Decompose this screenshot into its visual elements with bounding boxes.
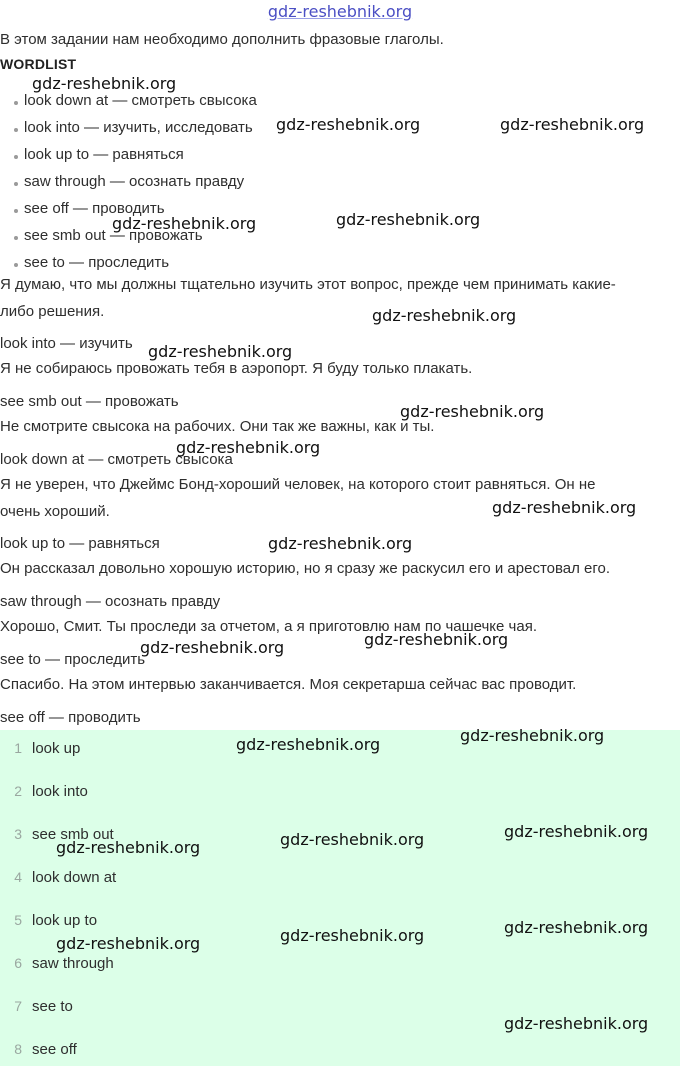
watermark: gdz-reshebnik.org: [236, 735, 381, 754]
exercise-answer: see to — проследить: [0, 651, 146, 668]
watermark: gdz-reshebnik.org: [364, 630, 509, 649]
answer-text: look into: [32, 783, 88, 800]
exercise-sentence: Я не собираюсь провожать тебя в аэропорт. Я буду только плакать.: [0, 360, 473, 377]
answer-text: look up: [32, 740, 81, 757]
bullet-icon: [14, 209, 18, 213]
bullet-icon: [14, 101, 18, 105]
answer-text: see smb out: [32, 826, 114, 843]
watermark: gdz-reshebnik.org: [148, 342, 293, 361]
watermark: gdz-reshebnik.org: [112, 214, 257, 233]
watermark: gdz-reshebnik.org: [460, 726, 605, 745]
wordlist-item: look down at — смотреть свысока: [24, 92, 257, 109]
wordlist-item: saw through — осознать правду: [24, 173, 245, 190]
bullet-icon: [14, 236, 18, 240]
watermark: gdz-reshebnik.org: [276, 115, 421, 134]
exercise-answer: see off — проводить: [0, 709, 141, 726]
watermark: gdz-reshebnik.org: [140, 638, 285, 657]
exercise-sentence: Спасибо. На этом интервью заканчивается. Моя секретарша сейчас вас проводит.: [0, 676, 577, 693]
wordlist-heading: WORDLIST: [0, 56, 77, 72]
answer-text: see to: [32, 998, 73, 1015]
exercise-sentence: очень хороший.: [0, 503, 110, 520]
exercise-sentence: Хорошо, Смит. Ты проследи за отчетом, а я приготовлю нам по чашечке чая.: [0, 618, 537, 635]
watermark: gdz-reshebnik.org: [280, 926, 425, 945]
wordlist-item: see smb out — провожать: [24, 227, 203, 244]
watermark: gdz-reshebnik.org: [32, 74, 177, 93]
answer-number: 6: [14, 955, 22, 971]
intro-text: В этом задании нам необходимо дополнить фразовые глаголы.: [0, 31, 444, 48]
watermark: gdz-reshebnik.org: [400, 402, 545, 421]
watermark: gdz-reshebnik.org: [504, 1014, 649, 1033]
exercise-sentence: Я думаю, что мы должны тщательно изучить этот вопрос, прежде чем принимать какие-: [0, 276, 616, 293]
bullet-icon: [14, 263, 18, 267]
wordlist-item: see to — проследить: [24, 254, 170, 271]
answer-number: 8: [14, 1041, 22, 1057]
exercise-answer: look down at — смотреть свысока: [0, 451, 233, 468]
exercise-sentence: Я не уверен, что Джеймс Бонд-хороший человек, на которого стоит равняться. Он не: [0, 476, 596, 493]
answer-number: 1: [14, 740, 22, 756]
exercise-answer: see smb out — провожать: [0, 393, 179, 410]
watermark: gdz-reshebnik.org: [336, 210, 481, 229]
answer-text: see off: [32, 1041, 77, 1058]
bullet-icon: [14, 128, 18, 132]
exercise-answer: look up to — равняться: [0, 535, 160, 552]
watermark: gdz-reshebnik.org: [372, 306, 517, 325]
watermark: gdz-reshebnik.org: [492, 498, 637, 517]
wordlist-item: see off — проводить: [24, 200, 165, 217]
header-watermark-link[interactable]: gdz-reshebnik.org: [267, 2, 413, 21]
answer-text: look down at: [32, 869, 117, 886]
answer-number: 2: [14, 783, 22, 799]
watermark: gdz-reshebnik.org: [504, 822, 649, 841]
answer-text: look up to: [32, 912, 98, 929]
bullet-icon: [14, 182, 18, 186]
wordlist-item: look up to — равняться: [24, 146, 184, 163]
watermark: gdz-reshebnik.org: [280, 830, 425, 849]
exercise-sentence: либо решения.: [0, 303, 105, 320]
exercise-answer: look into — изучить: [0, 335, 133, 352]
wordlist-item: look into — изучить, исследовать: [24, 119, 253, 136]
answer-number: 5: [14, 912, 22, 928]
watermark: gdz-reshebnik.org: [500, 115, 645, 134]
answer-text: saw through: [32, 955, 114, 972]
watermark: gdz-reshebnik.org: [176, 438, 321, 457]
watermark: gdz-reshebnik.org: [56, 838, 201, 857]
exercise-answer: saw through — осознать правду: [0, 593, 221, 610]
watermark: gdz-reshebnik.org: [56, 934, 201, 953]
answer-number: 7: [14, 998, 22, 1014]
answer-number: 3: [14, 826, 22, 842]
watermark: gdz-reshebnik.org: [268, 534, 413, 553]
bullet-icon: [14, 155, 18, 159]
watermark: gdz-reshebnik.org: [504, 918, 649, 937]
answer-number: 4: [14, 869, 22, 885]
exercise-sentence: Не смотрите свысока на рабочих. Они так же важны, как и ты.: [0, 418, 435, 435]
exercise-sentence: Он рассказал довольно хорошую историю, но я сразу же раскусил его и арестовал его.: [0, 560, 611, 577]
